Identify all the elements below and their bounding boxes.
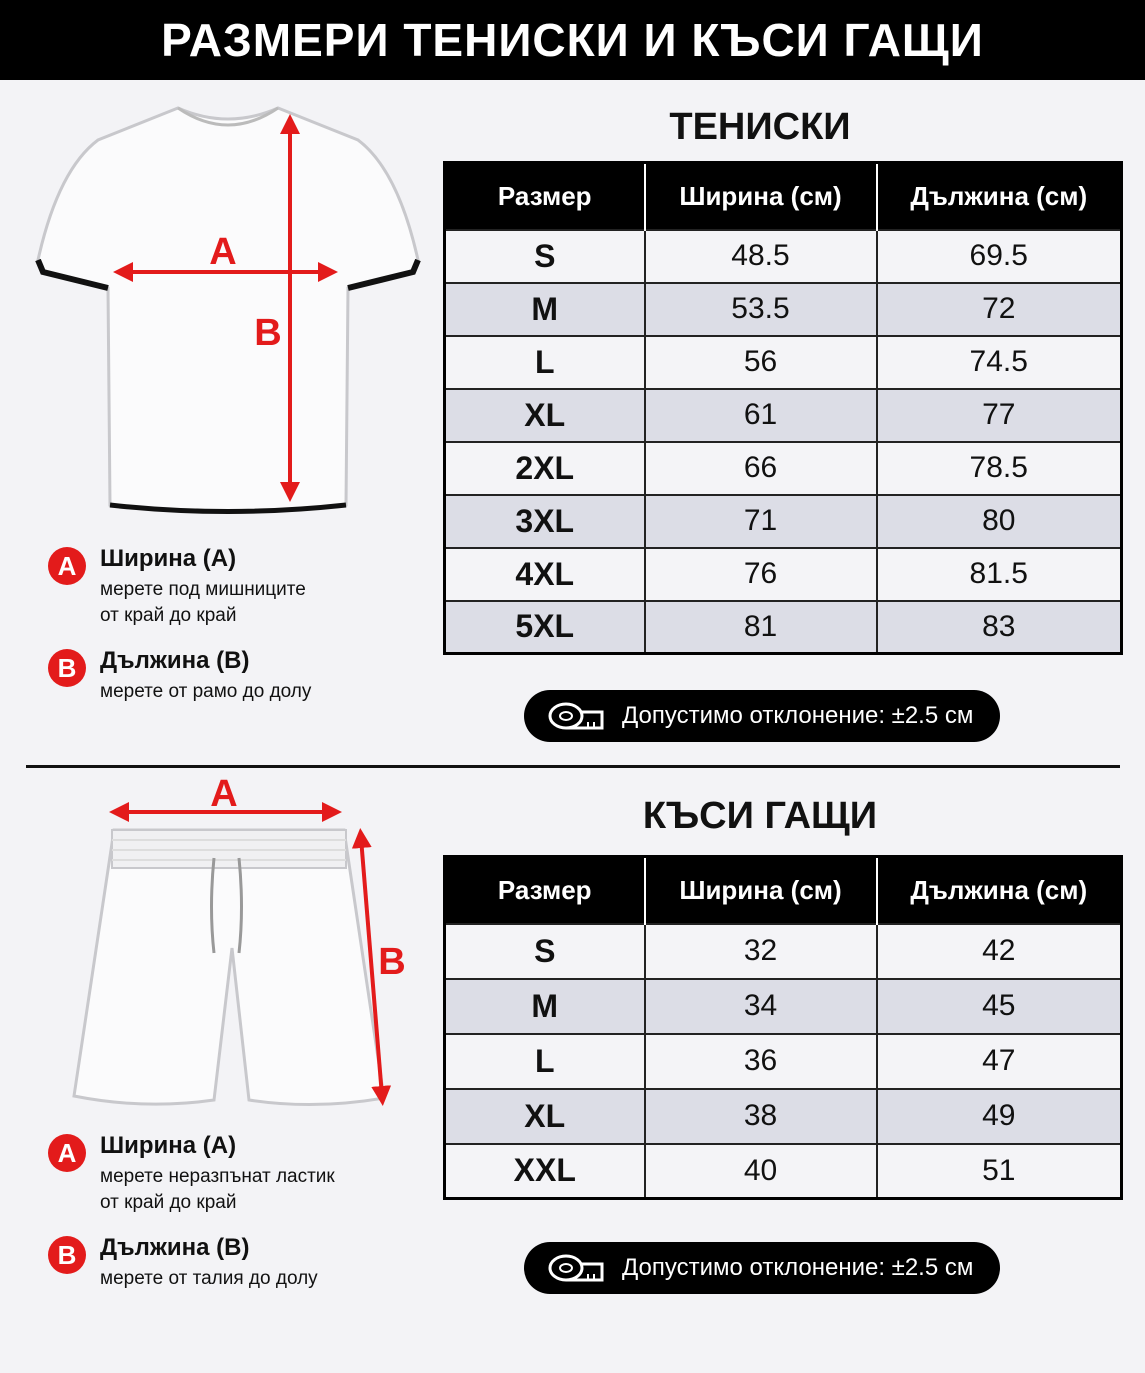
length-cell: 72 (877, 283, 1122, 336)
tshirt-diagram (28, 100, 428, 520)
width-cell: 36 (645, 1034, 877, 1089)
length-cell: 83 (877, 601, 1122, 654)
table-row (445, 548, 1122, 601)
legend-item (48, 545, 408, 629)
length-cell: 80 (877, 495, 1122, 548)
width-cell: 76 (645, 548, 877, 601)
tshirt-section-title: ТЕНИСКИ (669, 106, 851, 148)
length-cell: 45 (877, 979, 1122, 1034)
size-cell: XXL (445, 1144, 645, 1199)
size-cell: M (445, 979, 645, 1034)
length-cell: 42 (877, 924, 1122, 979)
tolerance-text: Допустимо отклонение: ±2.5 см (622, 1254, 974, 1281)
table-row (445, 1034, 1122, 1089)
size-cell: XL (445, 389, 645, 442)
size-cell: S (445, 230, 645, 283)
size-cell: M (445, 283, 645, 336)
width-cell: 38 (645, 1089, 877, 1144)
width-cell: 71 (645, 495, 877, 548)
size-cell: 5XL (445, 601, 645, 654)
legend-description: мерете от рамо до долу (100, 681, 312, 702)
section-divider (26, 765, 1120, 768)
shorts-size-table (443, 855, 1123, 1200)
table-row (445, 283, 1122, 336)
table-row (445, 442, 1122, 495)
legend-badge: A (48, 547, 86, 585)
legend-description: от край до край (100, 1192, 237, 1213)
length-cell: 77 (877, 389, 1122, 442)
shorts-label-b: B (378, 941, 406, 983)
col-header-length: Дължина (см) (877, 163, 1122, 230)
measuring-tape-icon (546, 1252, 606, 1284)
legend-item (48, 647, 408, 705)
width-cell: 34 (645, 979, 877, 1034)
width-cell: 40 (645, 1144, 877, 1199)
measuring-tape-icon (546, 700, 606, 732)
shorts-legend (48, 1132, 408, 1310)
width-cell: 56 (645, 336, 877, 389)
table-row (445, 924, 1122, 979)
shorts-label-a: A (210, 778, 238, 815)
size-cell: L (445, 336, 645, 389)
tshirt-tolerance-pill (524, 690, 1000, 742)
width-cell: 32 (645, 924, 877, 979)
table-row (445, 389, 1122, 442)
shorts-section-title: КЪСИ ГАЩИ (642, 795, 878, 837)
length-cell: 51 (877, 1144, 1122, 1199)
table-row (445, 495, 1122, 548)
legend-description: мерете неразпънат ластик (100, 1166, 335, 1187)
tshirt-shape (38, 108, 418, 512)
tolerance-text: Допустимо отклонение: ±2.5 см (622, 702, 974, 729)
tshirt-size-table (443, 161, 1123, 655)
col-header-width: Ширина (см) (645, 857, 877, 924)
legend-description: мерете под мишниците (100, 579, 306, 600)
width-cell: 81 (645, 601, 877, 654)
page-title: РАЗМЕРИ ТЕНИСКИ И КЪСИ ГАЩИ (161, 14, 984, 66)
table-row (445, 601, 1122, 654)
legend-title: Ширина (A) (100, 1132, 237, 1159)
tshirt-label-a: A (209, 231, 237, 273)
length-cell: 78.5 (877, 442, 1122, 495)
size-cell: 2XL (445, 442, 645, 495)
length-cell: 74.5 (877, 336, 1122, 389)
legend-title: Ширина (A) (100, 545, 237, 572)
legend-item (48, 1132, 408, 1216)
legend-item (48, 1234, 408, 1292)
legend-badge: B (48, 649, 86, 687)
page-header (0, 0, 1145, 80)
tshirt-legend (48, 545, 408, 723)
shorts-diagram (64, 778, 414, 1118)
size-cell: 3XL (445, 495, 645, 548)
table-row (445, 336, 1122, 389)
table-row (445, 1144, 1122, 1199)
table-row (445, 979, 1122, 1034)
col-header-width: Ширина (см) (645, 163, 877, 230)
legend-title: Дължина (B) (100, 647, 250, 674)
length-cell: 81.5 (877, 548, 1122, 601)
length-cell: 49 (877, 1089, 1122, 1144)
legend-description: мерете от талия до долу (100, 1268, 318, 1289)
legend-title: Дължина (B) (100, 1234, 250, 1261)
width-cell: 53.5 (645, 283, 877, 336)
table-row (445, 1089, 1122, 1144)
width-cell: 61 (645, 389, 877, 442)
legend-badge: A (48, 1134, 86, 1172)
col-header-size: Размер (445, 163, 645, 230)
size-cell: 4XL (445, 548, 645, 601)
legend-description: от край до край (100, 605, 237, 626)
tshirt-label-b: B (254, 312, 282, 354)
col-header-size: Размер (445, 857, 645, 924)
col-header-length: Дължина (см) (877, 857, 1122, 924)
shorts-tolerance-pill (524, 1242, 1000, 1294)
length-cell: 69.5 (877, 230, 1122, 283)
width-cell: 48.5 (645, 230, 877, 283)
legend-badge: B (48, 1236, 86, 1274)
size-cell: XL (445, 1089, 645, 1144)
size-cell: L (445, 1034, 645, 1089)
length-cell: 47 (877, 1034, 1122, 1089)
shorts-shape (74, 830, 384, 1105)
size-cell: S (445, 924, 645, 979)
table-row (445, 230, 1122, 283)
width-cell: 66 (645, 442, 877, 495)
